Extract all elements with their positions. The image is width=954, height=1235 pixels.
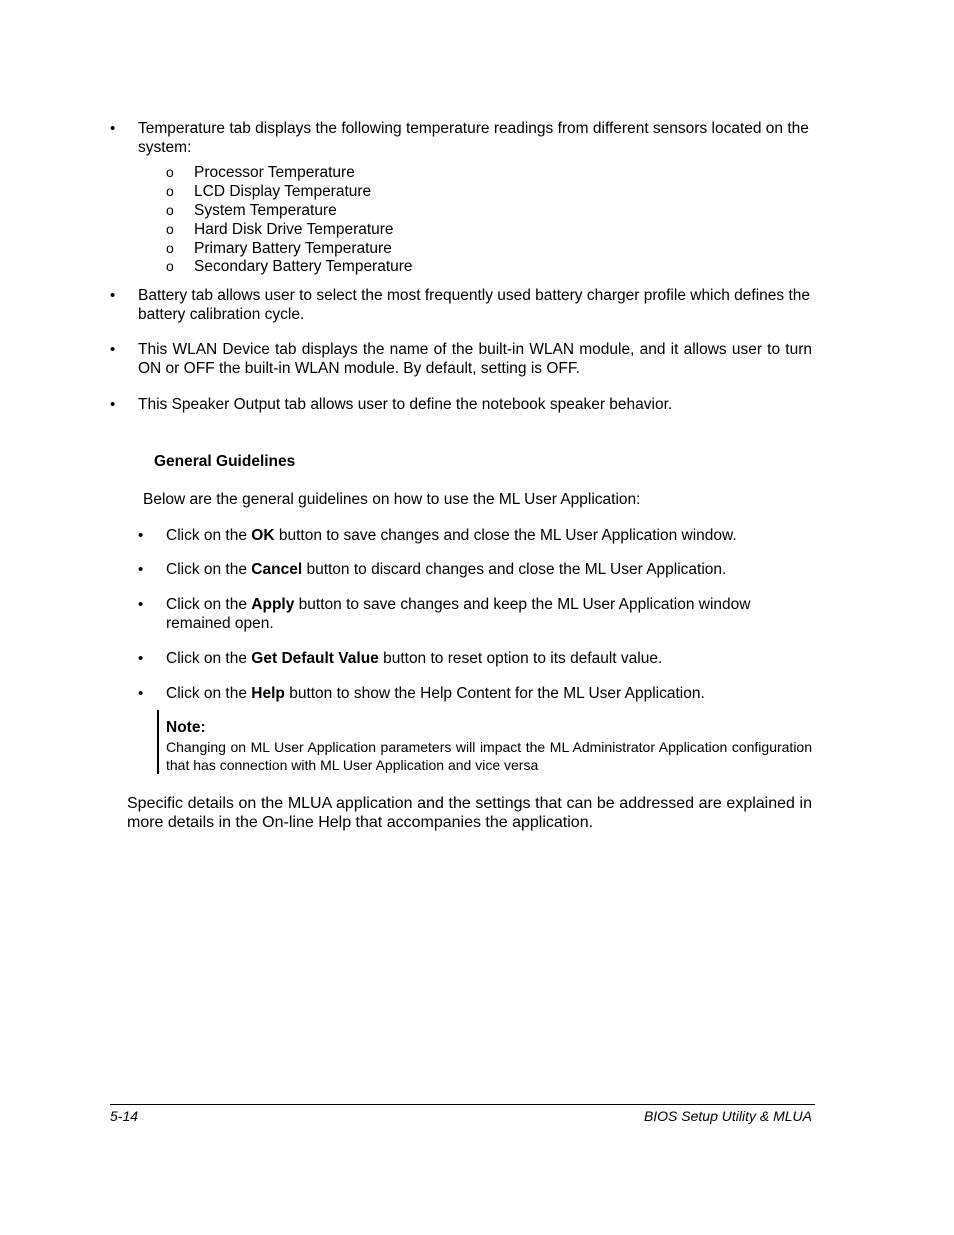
guideline-button-name: OK [251, 527, 275, 544]
guideline-prefix: Click on the [166, 685, 252, 702]
guideline-ok [166, 526, 814, 545]
bullet-temperature-tab: Temperature tab displays the following temperature readings from different sensors located on the system: [138, 120, 809, 156]
list-item [166, 183, 566, 202]
guideline-cancel [166, 560, 814, 579]
closing-paragraph: Specific details on the MLUA application and the settings that can be addressed are explained in more details in the On-line Help that accompanies the application. [127, 795, 812, 831]
guideline-button-name: Apply [251, 596, 295, 613]
bullet-marker: • [138, 596, 144, 613]
guideline-suffix: button to save changes and keep the ML User Application window remained open. [166, 596, 751, 632]
guideline-prefix: Click on the [166, 561, 252, 578]
bullet-wlan-device-tab: This WLAN Device tab displays the name of the built-in WLAN module, and it allows user to turn ON or OFF the built-in WLAN module. By default, setting is OFF. [138, 341, 812, 377]
guideline-button-name: Cancel [251, 561, 303, 578]
guideline-prefix: Click on the [166, 527, 252, 544]
list-item [166, 240, 566, 259]
bullet-speaker-output-tab: This Speaker Output tab allows user to define the notebook speaker behavior. [138, 396, 673, 413]
list-item [166, 164, 566, 183]
note-title: Note: [166, 719, 206, 736]
list-item-label: Hard Disk Drive Temperature [194, 221, 394, 238]
guideline-suffix: button to save changes and close the ML User Application window. [274, 527, 737, 544]
footer-rule [110, 1104, 815, 1105]
guideline-apply [166, 595, 796, 633]
bullet-marker: • [110, 120, 116, 137]
list-item [166, 202, 566, 221]
sub-bullet-marker: o [166, 164, 174, 180]
bullet-marker: • [110, 341, 116, 358]
guideline-prefix: Click on the [166, 650, 252, 667]
footer-page-number: 5-14 [110, 1108, 139, 1124]
section-heading: General Guidelines [154, 453, 296, 470]
guideline-button-name: Get Default Value [251, 650, 379, 667]
list-item [166, 221, 566, 240]
guideline-get-default-value [166, 649, 814, 668]
guideline-suffix: button to reset option to its default value. [378, 650, 663, 667]
list-item [166, 258, 566, 277]
guideline-suffix: button to discard changes and close the ML User Application. [302, 561, 727, 578]
sub-bullet-marker: o [166, 221, 174, 237]
footer-title: BIOS Setup Utility & MLUA [643, 1108, 812, 1124]
list-item-label: LCD Display Temperature [194, 183, 372, 200]
sub-bullet-marker: o [166, 258, 174, 274]
list-item-label: Primary Battery Temperature [194, 240, 392, 257]
bullet-marker: • [138, 685, 144, 702]
bullet-battery-tab: Battery tab allows user to select the most frequently used battery charger profile which defines the battery calibration cycle. [138, 287, 811, 323]
sub-bullet-marker: o [166, 183, 174, 199]
guideline-help [166, 684, 814, 703]
sub-bullet-marker: o [166, 240, 174, 256]
guideline-button-name: Help [251, 685, 285, 702]
list-item-label: Processor Temperature [194, 164, 355, 181]
bullet-marker: • [110, 287, 116, 304]
section-intro: Below are the general guidelines on how to use the ML User Application: [143, 491, 641, 508]
bullet-marker: • [138, 561, 144, 578]
list-item-label: Secondary Battery Temperature [194, 258, 413, 275]
list-item-label: System Temperature [194, 202, 337, 219]
guideline-prefix: Click on the [166, 596, 252, 613]
guideline-suffix: button to show the Help Content for the ML User Application. [284, 685, 705, 702]
bullet-marker: • [110, 396, 116, 413]
sub-bullet-marker: o [166, 202, 174, 218]
note-rule [157, 710, 159, 774]
note-text: Changing on ML User Application parameters will impact the ML Administrator Application configuration that has connection with ML User Application and vice versa [166, 739, 812, 773]
bullet-marker: • [138, 650, 144, 667]
bullet-marker: • [138, 527, 144, 544]
